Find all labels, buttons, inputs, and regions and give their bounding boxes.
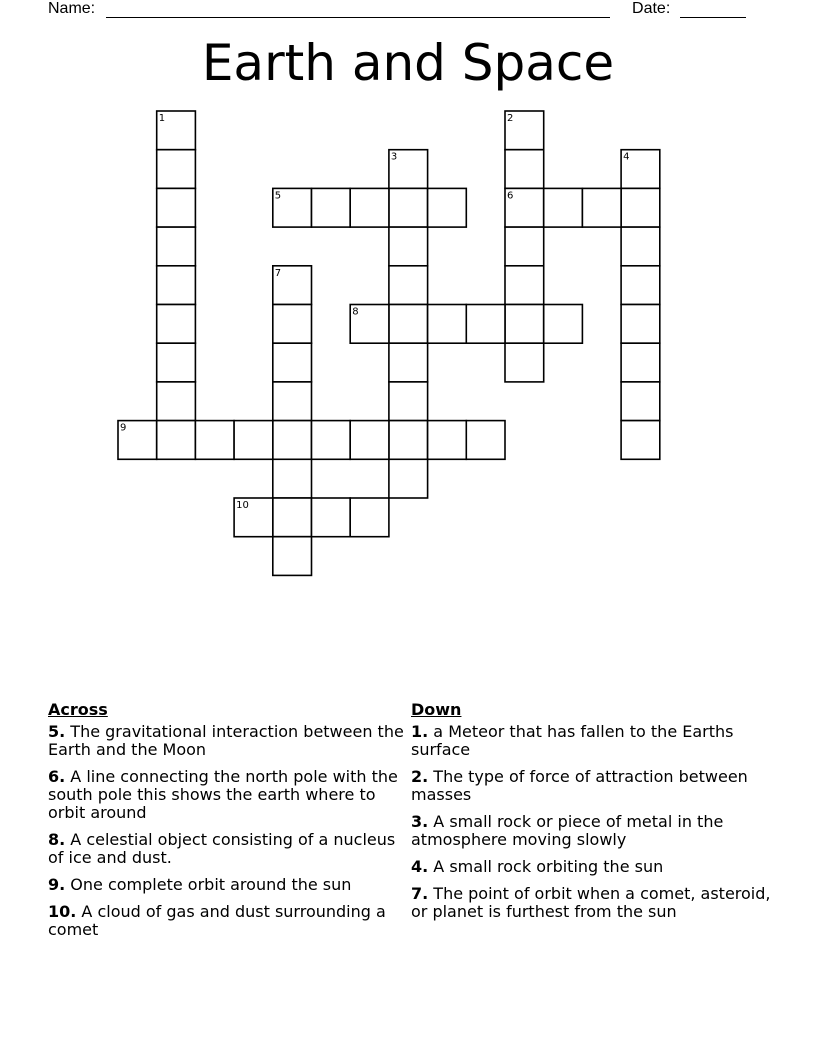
down-heading: Down [411, 700, 462, 719]
grid-cell[interactable] [466, 305, 505, 344]
clue-item [411, 768, 771, 804]
grid-cell[interactable] [273, 382, 312, 421]
grid-cell[interactable] [157, 266, 196, 305]
clue-item-number: 6. [48, 767, 66, 786]
clue-item-text: The type of force of attraction between masses [411, 767, 748, 804]
grid-cell[interactable] [195, 421, 234, 460]
grid-cell[interactable] [505, 150, 544, 189]
clue-item-number: 1. [411, 722, 429, 741]
grid-cell[interactable] [350, 421, 389, 460]
down-clues [411, 701, 771, 930]
grid-cell[interactable] [389, 382, 428, 421]
grid-cell[interactable] [544, 305, 583, 344]
name-label: Name: [48, 0, 96, 17]
clue-item-number: 4. [411, 857, 429, 876]
grid-cell[interactable] [544, 188, 583, 227]
clue-item-text: The point of orbit when a comet, asteroid, or planet is furthest from the sun [411, 884, 771, 921]
grid-cell[interactable] [234, 421, 273, 460]
grid-cell[interactable] [505, 227, 544, 266]
grid-cell[interactable] [621, 421, 660, 460]
clue-item-text: A celestial object consisting of a nucleus of ice and dust. [48, 830, 396, 867]
clue-number: 4 [623, 151, 630, 163]
grid-cell[interactable] [273, 459, 312, 498]
clue-number: 1 [158, 113, 166, 124]
grid-cell[interactable] [505, 266, 544, 305]
clue-item [48, 903, 408, 939]
clue-item [411, 858, 771, 876]
clue-item-number: 2. [411, 767, 429, 786]
grid-cell[interactable] [428, 305, 467, 344]
grid-cell[interactable] [312, 498, 351, 537]
grid-cell[interactable] [273, 343, 312, 382]
grid-cell[interactable] [582, 188, 621, 227]
grid-cell[interactable] [350, 188, 389, 227]
across-list [48, 723, 408, 939]
grid-cell[interactable] [428, 188, 467, 227]
grid-cell[interactable] [505, 343, 544, 382]
grid-cell[interactable] [157, 343, 196, 382]
grid-cell[interactable] [389, 266, 428, 305]
grid-cell[interactable] [389, 188, 428, 227]
grid-cell[interactable] [157, 150, 196, 189]
grid-cell[interactable] [157, 227, 196, 266]
clue-number: 10 [236, 500, 249, 511]
clue-item-number: 7. [411, 884, 429, 903]
grid-cell[interactable] [312, 421, 351, 460]
grid-cell[interactable] [621, 343, 660, 382]
clue-number: 9 [120, 422, 127, 434]
clue-number: 3 [390, 151, 398, 163]
down-list [411, 723, 771, 921]
grid-cell[interactable] [389, 459, 428, 498]
clue-item-text: One complete orbit around the sun [65, 875, 352, 894]
grid-cell[interactable] [621, 266, 660, 305]
grid-cell[interactable] [466, 421, 505, 460]
clue-item [48, 768, 408, 822]
clue-number: 6 [507, 190, 514, 202]
grid-cell[interactable] [621, 305, 660, 344]
clue-item-number: 5. [48, 722, 66, 741]
clue-item-text: A small rock or piece of metal in the atmosphere moving slowly [411, 812, 724, 849]
grid-cell[interactable] [157, 188, 196, 227]
grid-cell[interactable] [505, 305, 544, 344]
grid-cell[interactable] [273, 537, 312, 576]
grid-cell[interactable] [157, 305, 196, 344]
clue-item-text: A line connecting the north pole with the south pole this shows the earth where to orbit around [48, 767, 398, 822]
clue-item-text: a Meteor that has fallen to the Earths surface [411, 722, 734, 759]
clue-number: 2 [507, 113, 514, 124]
grid-cell[interactable] [273, 305, 312, 344]
clue-item-text: A cloud of gas and dust surrounding a comet [48, 902, 386, 939]
grid-cell[interactable] [621, 188, 660, 227]
grid-cell[interactable] [350, 498, 389, 537]
grid-cell[interactable] [157, 421, 196, 460]
clue-item-number: 8. [48, 830, 66, 849]
clue-item [48, 831, 408, 867]
clue-item-text: A small rock orbiting the sun [428, 857, 664, 876]
grid-cell[interactable] [621, 227, 660, 266]
grid-cell[interactable] [157, 382, 196, 421]
grid-cell[interactable] [273, 421, 312, 460]
grid-cell[interactable] [428, 421, 467, 460]
clue-item [411, 885, 771, 921]
across-heading: Across [48, 700, 108, 719]
date-label: Date: [632, 0, 671, 17]
clue-item [411, 813, 771, 849]
grid-cell[interactable] [273, 498, 312, 537]
grid-cell[interactable] [389, 421, 428, 460]
clue-item [48, 723, 408, 759]
clue-item-number: 10. [48, 902, 77, 921]
grid-cell[interactable] [312, 188, 351, 227]
grid-cell[interactable] [389, 343, 428, 382]
grid-cell[interactable] [389, 305, 428, 344]
grid-cell[interactable] [621, 382, 660, 421]
clue-number: 5 [274, 190, 282, 202]
clue-item [411, 723, 771, 759]
clue-item-text: The gravitational interaction between the Earth and the Moon [48, 722, 404, 759]
clue-item-number: 9. [48, 875, 66, 894]
clue-item-number: 3. [411, 812, 429, 831]
across-clues [48, 701, 408, 948]
clue-number: 7 [274, 267, 282, 279]
clue-item [48, 876, 408, 894]
page-title: Earth and Space [201, 34, 615, 92]
clue-number: 8 [352, 306, 359, 318]
grid-cell[interactable] [389, 227, 428, 266]
